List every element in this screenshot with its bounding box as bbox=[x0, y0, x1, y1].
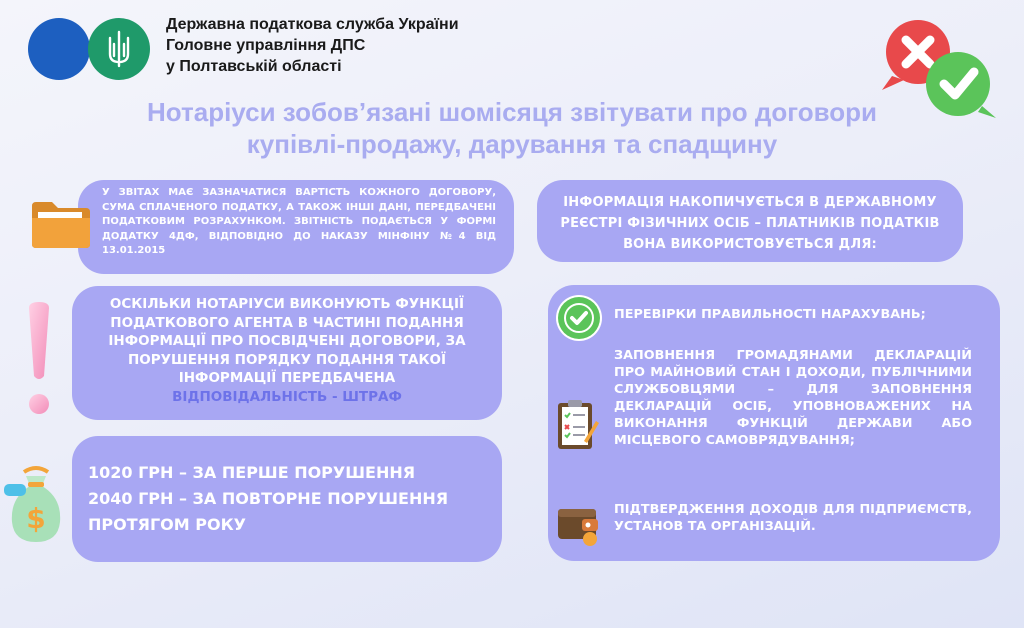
title-line2: купівлі-продажу, дарування та спадщину bbox=[246, 129, 778, 159]
registry-info-text: ІНФОРМАЦІЯ НАКОПИЧУЄТЬСЯ В ДЕРЖАВНОМУ РЕЄСТРІ ФІЗИЧНИХ ОСІБ – ПЛАТНИКІВ ПОДАТКІВ ВОНА ВИКОРИСТОВУЄТЬСЯ ДЛЯ: bbox=[560, 195, 940, 252]
check-circle-icon bbox=[556, 295, 602, 341]
page-title bbox=[60, 96, 964, 160]
use-item-declarations: ЗАПОВНЕННЯ ГРОМАДЯНАМИ ДЕКЛАРАЦІЙ ПРО МАЙНОВИЙ СТАН І ДОХОДИ, ПУБЛІЧНИМИ СЛУЖБОВЦЯМИ – ДЛЯ ЗАПОВНЕННЯ ДЕКЛАРАЦІЙ ОСІБ, УПОВНОВАЖЕНИХ НА ВИКОНАННЯ ФУНКЦІЙ ДЕРЖАВИ АБО МІСЦЕВОГО САМОВРЯДУВАННЯ; bbox=[614, 348, 972, 448]
use-item-income: ПІДТВЕРДЖЕННЯ ДОХОДІВ ДЛЯ ПІДПРИЄМСТВ, УСТАНОВ ТА ОРГАНІЗАЦІЙ. bbox=[614, 502, 972, 534]
title-line1: Нотаріуси зобов’язані шомісяця звітувати про договори bbox=[147, 97, 877, 127]
wallet-icon bbox=[556, 503, 602, 547]
dps-logo-circle bbox=[28, 18, 90, 80]
agent-penalty-text: ОСКІЛЬКИ НОТАРІУСИ ВИКОНУЮТЬ ФУНКЦІЇ ПОДАТКОВОГО АГЕНТА В ЧАСТИНІ ПОДАННЯ ІНФОРМАЦІЇ ПРО ПОСВІДЧЕНІ ДОГОВОРИ, ЗА ПОРУШЕННЯ ПОРЯДКУ ПОДАННЯ ТАКОЇ ІНФОРМАЦІЇ ПЕРЕДБАЧЕНА bbox=[108, 296, 466, 387]
exclamation-icon bbox=[26, 300, 52, 418]
trident-icon bbox=[88, 18, 150, 80]
use-item-verification: ПЕРЕВІРКИ ПРАВИЛЬНОСТІ НАРАХУВАНЬ; bbox=[614, 307, 926, 322]
report-info-card bbox=[78, 180, 514, 274]
money-bag-icon bbox=[4, 462, 68, 544]
fines-card bbox=[72, 436, 502, 562]
header-line1: Державна податкова служба України bbox=[166, 16, 459, 33]
fine-first: 1020 ГРН – ЗА ПЕРШЕ ПОРУШЕННЯ bbox=[88, 463, 416, 482]
header-org-name bbox=[166, 14, 459, 77]
agent-penalty-card bbox=[72, 286, 502, 420]
svg-text:$: $ bbox=[26, 502, 46, 535]
registry-uses-card bbox=[548, 285, 1000, 561]
folder-icon bbox=[30, 200, 92, 250]
penalty-accent-text: ВІДПОВІДАЛЬНІСТЬ - ШТРАФ bbox=[172, 388, 402, 405]
clipboard-icon bbox=[554, 397, 600, 453]
header-line2: Головне управління ДПС bbox=[166, 37, 366, 54]
header-line3: у Полтавській області bbox=[166, 58, 342, 75]
registry-info-card bbox=[537, 180, 963, 262]
report-info-text: У ЗВІТАХ МАЄ ЗАЗНАЧАТИСЯ ВАРТІСТЬ КОЖНОГО ДОГОВОРУ, СУМА СПЛАЧЕНОГО ПОДАТКУ, А ТАКОЖ ІНШІ ДАНІ, ПЕРЕДБАЧЕНІ ПОДАТКОВИМ РОЗРАХУНКОМ. ЗВІТНІСТЬ ПОДАЄТЬСЯ У ФОРМІ ДОДАТКУ 4ДФ, ВІДПОВІДНО ДО НАКАЗУ МІНФІНУ №4 ВІД 13.01.2015 bbox=[102, 187, 496, 257]
fine-repeat: 2040 ГРН – ЗА ПОВТОРНЕ ПОРУШЕННЯ ПРОТЯГОМ РОКУ bbox=[88, 489, 449, 534]
